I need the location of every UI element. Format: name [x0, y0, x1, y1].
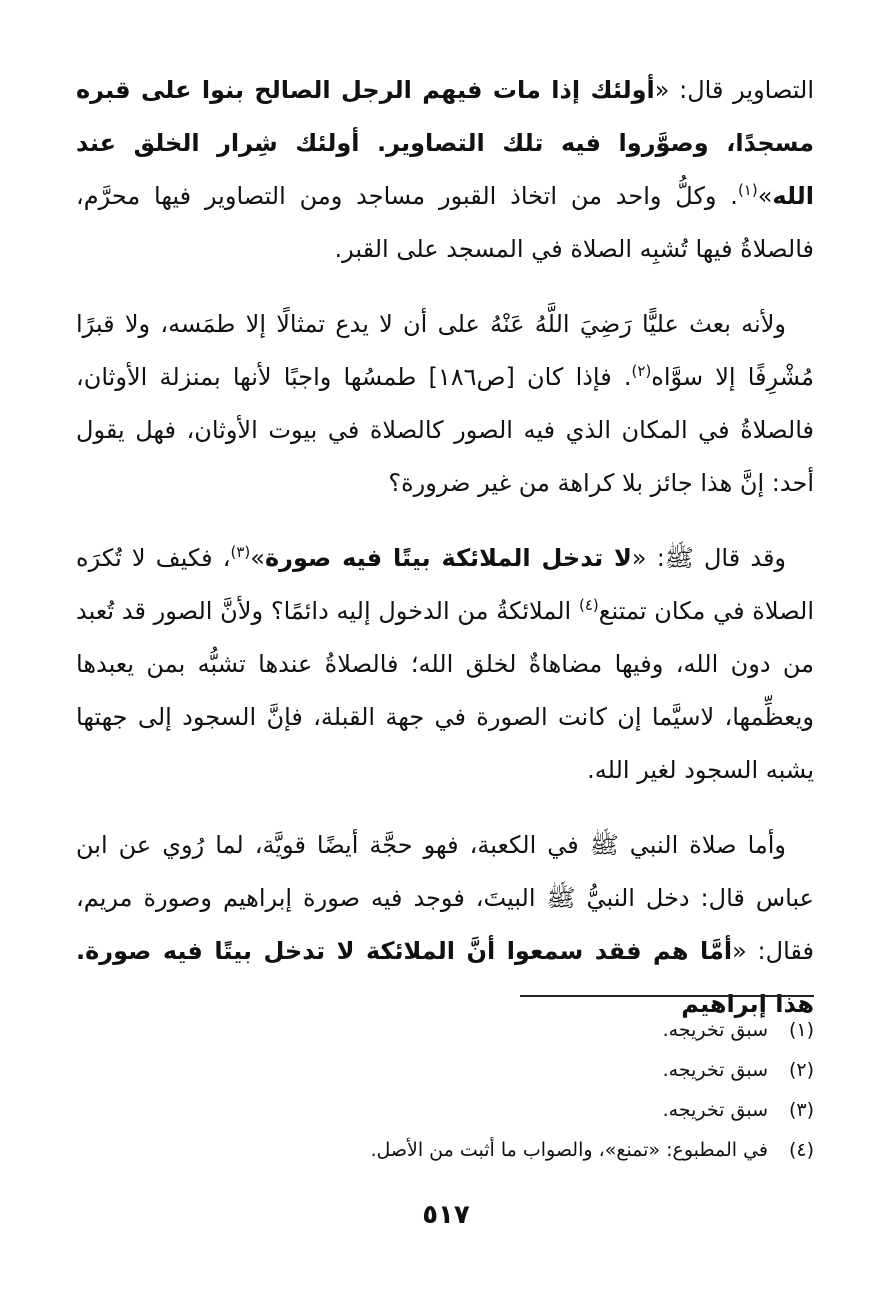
text-run: التصاوير قال: «	[654, 76, 814, 104]
paragraph-1	[76, 64, 814, 276]
quoted-hadith: أمَّا هم فقد سمعوا أنَّ الملائكة لا تدخل بيتًا فيه صورة. هذا إبراهيم	[76, 937, 814, 1018]
footnote-1	[76, 1010, 814, 1050]
text-run: ، فكيف لا تُكرَه الصلاة في مكان تمتنع	[76, 544, 814, 625]
footnote-text: سبق تخريجه.	[662, 1019, 768, 1041]
text-run: »	[250, 544, 265, 572]
footnote-2	[76, 1050, 814, 1090]
quoted-hadith: لا تدخل الملائكة بيتًا فيه صورة	[264, 544, 632, 572]
footnote-marker: (٤)	[578, 596, 599, 614]
quoted-hadith: أولئك إذا مات فيهم الرجل الصالح بنوا على قبره مسجدًا، وصوَّروا فيه تلك التصاوير. أولئك شِرار الخلق عند الله	[76, 76, 814, 210]
footnote-marker: (٣)	[230, 543, 251, 561]
text-run: . فإذا كان [ص١٨٦] طمسُها واجبًا لأنها بمنزلة الأوثان، فالصلاةُ في المكان الذي فيه الصور كالصلاة في بيوت الأوثان، فهل يقول أحد: إنَّ هذا جائز بلا كراهة من غير ضرورة؟	[76, 363, 814, 497]
footnote-number: (٢)	[788, 1059, 814, 1081]
main-text	[76, 64, 814, 1053]
text-run: وأما صلاة النبي ﷺ في الكعبة، فهو حجَّة أيضًا قويَّة، لما رُوي عن ابن عباس قال: دخل النبيُّ ﷺ البيتَ، فوجد فيه صورة إبراهيم وصورة مريم، فقال: «	[76, 831, 815, 965]
footnote-4	[76, 1130, 814, 1170]
page-number: ٥١٧	[422, 1200, 470, 1230]
text-run: الملائكةُ من الدخول إليه دائمًا؟ ولأنَّ الصور قد تُعبد من دون الله، وفيها مضاهاةٌ لخلق الله؛ فالصلاةُ عندها تشبُّه بمن يعبدها ويعظِّمها، لاسيَّما إن كانت الصورة في جهة القبلة، فإنَّ السجود إلى جهتها يشبه السجود لغير الله.	[76, 597, 814, 784]
footnote-marker: (١)	[737, 181, 758, 199]
footnote-marker: (٢)	[631, 362, 652, 380]
footnote-text: سبق تخريجه.	[662, 1099, 768, 1121]
footnote-text: سبق تخريجه.	[662, 1059, 768, 1081]
paragraph-4	[76, 819, 814, 1031]
footnote-number: (١)	[788, 1019, 814, 1041]
footnotes	[76, 1010, 814, 1170]
text-run: ولأنه بعث عليًّا رَضِيَ اللَّهُ عَنْهُ على أن لا يدع تمثالًا إلا طمَسه، ولا قبرًا مُشْرِفًا إلا سوَّاه	[76, 310, 815, 391]
footnote-text: في المطبوع: «تمنع»، والصواب ما أثبت من الأصل.	[370, 1139, 768, 1161]
footnote-3	[76, 1090, 814, 1130]
footnote-separator	[520, 995, 814, 997]
text-run: »	[757, 182, 773, 210]
text-run: وقد قال ﷺ: «	[631, 544, 787, 572]
footnote-number: (٤)	[788, 1139, 814, 1161]
paragraph-3	[76, 532, 814, 797]
paragraph-2	[76, 298, 814, 510]
text-run: . وكلُّ واحد من اتخاذ القبور مساجد ومن التصاوير فيها محرَّم، فالصلاةُ فيها تُشبِه الصلاة في المسجد على القبر.	[76, 182, 814, 263]
footnote-number: (٣)	[788, 1099, 814, 1121]
